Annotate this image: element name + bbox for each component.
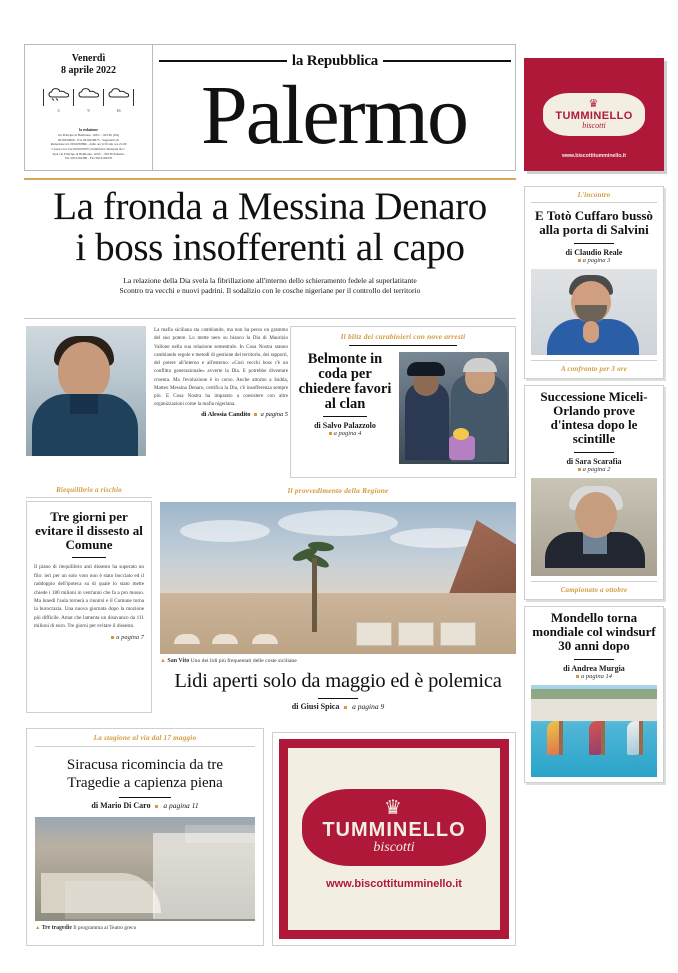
photo-umbrella <box>212 634 238 644</box>
rail-photo-salvini <box>531 269 657 355</box>
siracusa-page: a pagina 11 <box>163 800 199 810</box>
advert-tumminello-top[interactable] <box>524 58 664 171</box>
masthead-date: 8 aprile 2022 <box>61 65 116 76</box>
date-weather-box <box>25 45 153 170</box>
rail-footer-kicker-cuffaro: A confronto per 3 ore <box>560 364 628 373</box>
rail-page-successione: a pagina 2 <box>582 465 611 473</box>
brand-name: la Repubblica <box>291 52 379 69</box>
rail-pageref-mondello <box>531 673 657 680</box>
weather-divider <box>103 89 104 106</box>
weather-divider <box>73 89 74 106</box>
lead-article-byline <box>154 411 288 418</box>
colophon-title: la redazione <box>79 128 98 132</box>
edition-title-text: Palermo <box>201 69 467 163</box>
photo-audience <box>65 881 155 919</box>
belmonte-rule <box>323 416 367 417</box>
riequilibrio-headline: Tre giorni per evitare il dissesto al Comune <box>35 509 143 552</box>
article-belmonte[interactable] <box>290 326 516 478</box>
advert-brand-sub: biscotti <box>373 839 415 855</box>
lead-headline-line-2: i boss insofferenti al capo <box>75 226 465 270</box>
page-marker <box>578 259 581 262</box>
photo-cloud <box>278 510 398 536</box>
lead-headline-line-1: La fronda a Messina Denaro <box>53 185 487 228</box>
cloud-icon <box>77 85 101 101</box>
lidi-photo <box>160 502 516 654</box>
belmonte-photo <box>399 352 509 464</box>
page-marker <box>344 706 347 709</box>
siracusa-caption <box>35 925 255 931</box>
rail-card-mondello[interactable] <box>524 606 664 783</box>
riequilibrio-body: Il piano di riequilibrio anti dissesto ha superato un filo: ieri per un solo voto non è stato bocciato ed il raddoppio dell'ipoteca su di quale lo stato mette chiede i 180 milioni in vent'anni che fa a pro mosso. Ma lunedì l'aula tornerà a riunirsi e il Comune torna la burocrazia. Una nuova giornata dopo la mozione più difficile. Amat che lamenta un disavanzo da 111 milioni di euro. Tre giorni per evitare il dissesto. <box>34 564 144 630</box>
rail-card-successione[interactable] <box>524 385 664 600</box>
siracusa-caption-title: Tre tragedie <box>41 924 72 931</box>
siracusa-headline-line-1: Siracusa ricomincia da tre <box>66 757 224 773</box>
riequilibrio-body-box <box>26 501 152 713</box>
advert-brand-sub: biscotti <box>582 121 606 131</box>
riequilibrio-rule <box>72 557 106 558</box>
photo-cloud <box>180 520 270 542</box>
rail-author-mondello: di Andrea Murgia <box>563 663 625 673</box>
cloud-icon <box>107 85 131 101</box>
rail-photo-windsurf <box>531 685 657 777</box>
brand-rule-right <box>383 60 511 62</box>
photo-subject-collar <box>70 394 98 414</box>
rail-rule <box>574 243 614 244</box>
belmonte-headline: Belmonte in coda per chiedere favori al clan <box>298 351 392 413</box>
rail-kicker-cuffaro: L'incontro <box>577 191 611 199</box>
colophon-line: Tel. 0916162380 - Fax 0916162970 <box>64 156 113 161</box>
lead-article[interactable] <box>26 326 288 478</box>
siracusa-caption-text: Il programma al Teatro greco <box>73 924 137 931</box>
rail-author-successione: di Sara Scarafia <box>566 456 622 466</box>
lidi-caption-place: San Vito <box>167 658 190 664</box>
photo-cabin <box>440 622 476 646</box>
siracusa-author: di Mario Di Caro <box>91 800 151 810</box>
photo-umbrella <box>174 634 200 644</box>
colophon-line: 0916250960 - Fax 0916250875 - Segreteria di <box>58 137 119 142</box>
weather-hour-2: 9 <box>87 108 90 113</box>
rail-author-cuffaro: di Claudio Reale <box>565 247 623 257</box>
advert-content <box>302 789 485 890</box>
weather-divider <box>43 89 44 106</box>
photo-subject-hand <box>583 321 599 343</box>
masthead-weekday: Venerdì <box>71 53 106 64</box>
lidi-kicker: Il provvedimento della Regione <box>287 486 389 495</box>
belmonte-kicker: Il blitz dei carabinieri con nove arresti <box>340 332 466 341</box>
page-marker <box>254 413 257 416</box>
photo-cabin <box>398 622 434 646</box>
rail-byline-successione <box>531 457 657 466</box>
right-rail <box>524 186 664 789</box>
rail-byline-mondello <box>531 664 657 673</box>
rail-kicker-rule <box>531 202 657 203</box>
weather-strip <box>25 85 152 113</box>
headline-bottom-rule <box>24 318 516 319</box>
colophon-line: SpA via Principe di Belmonte, 103/C - 90139 Palermo <box>52 151 125 156</box>
weather-cell-3 <box>106 85 131 113</box>
photo-flower <box>449 436 475 460</box>
crown-icon: ♛ <box>384 796 404 819</box>
advert-url[interactable]: www.biscottitumminello.it <box>561 153 627 159</box>
belmonte-columns <box>297 352 509 464</box>
advert-brand-name: TUMMINELLO <box>322 818 466 841</box>
crown-icon: ♛ <box>588 97 600 110</box>
lead-article-text <box>154 326 288 418</box>
riequilibrio-kicker: Riequilibrio a rischio <box>56 486 122 494</box>
photo-subject-face <box>575 492 617 538</box>
article-lidi[interactable] <box>160 486 516 718</box>
photo-officer-cap <box>407 362 445 376</box>
belmonte-author: di Salvo Palazzolo <box>314 421 376 431</box>
rail-card-cuffaro[interactable] <box>524 186 664 379</box>
rail-page-mondello: a pagina 14 <box>580 672 613 680</box>
siracusa-headline <box>35 756 255 793</box>
rail-page-cuffaro: a pagina 3 <box>582 256 611 264</box>
lead-article-page: a pagina 5 <box>260 410 288 418</box>
rail-pageref-cuffaro <box>531 257 657 264</box>
siracusa-kicker: La stagione al via dal 17 maggio <box>93 734 197 742</box>
belmonte-text-column <box>297 352 393 464</box>
rail-footer-kicker-wrap <box>531 581 657 594</box>
page-marker <box>578 468 581 471</box>
advert-brand-name: TUMMINELLO <box>555 110 633 123</box>
lidi-page: a pagina 9 <box>352 702 385 711</box>
siracusa-rule <box>119 797 171 798</box>
colophon-line: Cronaca tel. fax 0916250975, Pubblicità: Manzoni & C. <box>51 147 126 152</box>
photo-audience <box>185 825 255 843</box>
colophon <box>25 128 152 161</box>
weather-divider <box>133 89 134 106</box>
riequilibrio-page: a pagina 7 <box>116 633 144 641</box>
photo-audience <box>153 833 255 919</box>
colophon-line: via Principe di Belmonte, 103/C - 90139, (PA) <box>57 133 120 137</box>
weather-hour-1: 3 <box>57 108 60 113</box>
riequilibrio-kicker-rule <box>26 497 152 498</box>
rail-footer-kicker-wrap <box>531 360 657 373</box>
rail-headline-mondello: Mondello torna mondiale col windsurf 30 anni dopo <box>532 609 656 654</box>
rail-footer-kicker-successione: Campionato a ottobre <box>560 585 628 594</box>
advert-url[interactable]: www.biscottitumminello.it <box>326 877 462 890</box>
page-marker <box>111 636 114 639</box>
masthead-gold-divider <box>24 178 516 180</box>
rail-rule <box>574 659 614 660</box>
weather-cell-2 <box>76 85 101 113</box>
lidi-headline: Lidi aperti solo da maggio ed è polemica <box>174 670 502 692</box>
lidi-rule <box>318 698 358 699</box>
siracusa-photo <box>35 817 255 921</box>
photo-palm-trunk <box>312 558 317 632</box>
page-marker <box>576 675 579 678</box>
siracusa-headline-line-2: Tragedie a capienza piena <box>67 775 223 792</box>
colophon-line: Redazione tel. 0916250896 - dalle ore 9.30 alle ore 21.00 <box>50 142 127 147</box>
rail-byline-cuffaro <box>531 248 657 257</box>
rail-headline-cuffaro: E Totò Cuffaro bussò alla porta di Salvini <box>535 208 653 238</box>
rail-headline-successione: Successione Miceli-Orlando prove d'intesa dopo le scintille <box>540 388 648 447</box>
masthead <box>24 44 516 171</box>
lead-summary-line-2: Scontro tra vecchi e nuovi padrini. Il sodalizio con le cosche nigeriane per il controllo del territorio <box>119 286 421 296</box>
photo-umbrella <box>252 634 278 644</box>
lead-summary <box>24 276 516 298</box>
belmonte-kicker-rule <box>349 345 457 346</box>
caption-marker-icon: ▲ <box>160 658 166 664</box>
caption-marker-icon: ▲ <box>35 924 41 931</box>
edition-title <box>153 63 515 169</box>
lead-headline <box>24 186 516 269</box>
weather-cell-1 <box>46 85 71 113</box>
belmonte-pageref <box>297 430 393 437</box>
lead-article-author: di Alessia Candito <box>201 410 251 418</box>
rail-rule <box>574 452 614 453</box>
weather-hour-3: 16 <box>116 108 121 113</box>
lidi-caption <box>160 658 516 664</box>
lead-summary-line-1: La relazione della Dia svela la fibrillazione all'interno dello schieramento fedele al superlatitante <box>123 275 417 285</box>
cloud-rain-icon <box>47 85 71 101</box>
lidi-byline <box>160 702 516 711</box>
advert-decorative-frame <box>279 739 509 939</box>
page-marker <box>155 805 158 808</box>
photo-cabin <box>356 622 392 646</box>
rail-photo-orlando <box>531 478 657 576</box>
article-siracusa[interactable] <box>26 728 264 946</box>
brand-rule-left <box>159 60 287 62</box>
belmonte-page: a pagina 4 <box>333 430 362 438</box>
photo-mast <box>559 721 563 755</box>
rail-pageref-successione <box>531 466 657 473</box>
lidi-author: di Giusi Spica <box>291 702 340 711</box>
page-marker <box>329 432 332 435</box>
riequilibrio-pageref <box>34 634 144 641</box>
photo-mast <box>639 721 643 755</box>
siracusa-byline <box>35 801 255 810</box>
photo-mast <box>601 721 605 755</box>
photo-man-hair <box>463 358 497 372</box>
lead-article-photo <box>26 326 146 456</box>
advert-logo-badge <box>543 93 644 137</box>
lead-article-body: La mafia siciliana sta cambiando, ma non ha perso un grammo del suo potere. Lo mette nero su bianco la Dia di Maurizio Vallone nella sua relazione semestrale. In Cosa Nostra stanno cambiando regole e metodi di gestione del territorio, dei rapporti, del potere all'interno e all'esterno. «Così vecchi boss c'è un conflitto generazionale» avverte la Dia. E potrebbe diventare cruenta. Ma l'evoluzione è in corso. Anche attorno a Isidda, Matteo Messina Denaro, certifica la Dia, c'è insofferenza sempre più. E Cosa Nostra ha imparato a coesistere con altre organizzazioni come la mafia nigeriana. <box>154 327 288 408</box>
advert-logo-lozenge <box>302 789 485 866</box>
photo-town <box>531 699 657 721</box>
advert-tumminello-bottom[interactable] <box>272 732 516 946</box>
lead-story-headline-block <box>24 186 516 297</box>
article-riequilibrio[interactable] <box>26 486 152 718</box>
photo-subject-face <box>58 342 110 400</box>
lidi-caption-text: Uno dei lidi più frequentati delle coste siciliane <box>190 658 297 664</box>
belmonte-byline <box>297 421 393 430</box>
siracusa-kicker-rule <box>35 746 255 747</box>
